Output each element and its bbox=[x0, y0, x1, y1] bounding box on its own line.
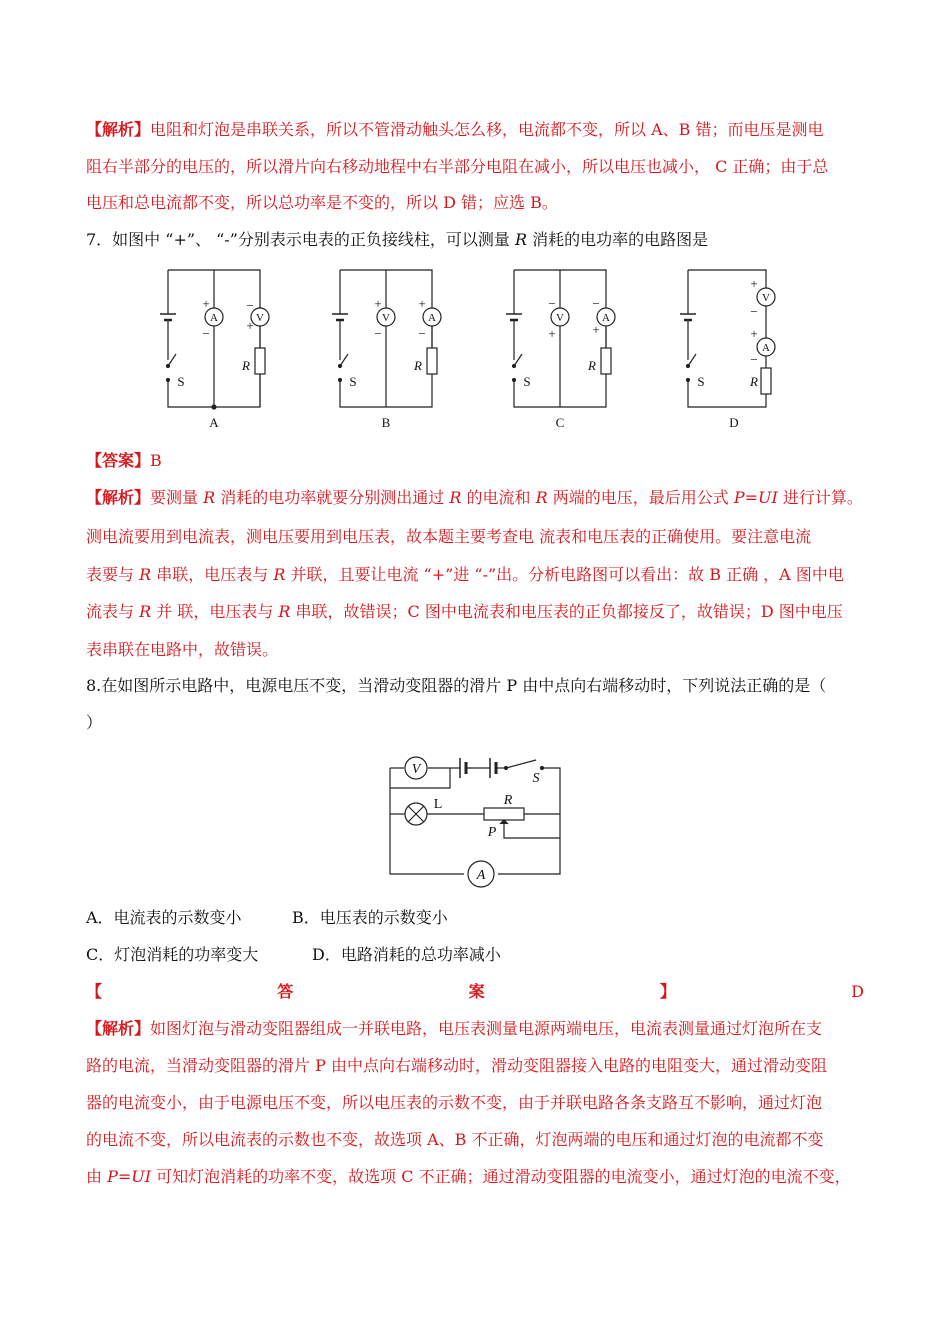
svg-text:−: − bbox=[202, 326, 210, 341]
svg-text:+: + bbox=[592, 322, 600, 337]
q7-answer: 【答案】B bbox=[86, 451, 162, 470]
q8-circuit-figure bbox=[386, 756, 566, 891]
q8-analysis-line-3: 器的电流变小，由于电源电压不变，所以电压表的示数不变，由于并联电路各条支路互不影响，通过灯泡 bbox=[86, 1093, 823, 1112]
option-d: D．电路消耗的总功率减小 bbox=[312, 945, 501, 964]
q8-analysis-line-2: 路的电流，当滑动变阻器的滑片 P 由中点向右端移动时，滑动变阻器接入电路的电阻变大，通过滑动变阻 bbox=[86, 1056, 827, 1075]
svg-text:R: R bbox=[414, 358, 422, 373]
q6-analysis-line-3: 电压和总电流都不变，所以总功率是不变的，所以 D 错；应选 B。 bbox=[86, 193, 558, 212]
q7-analysis-line-1: 【解析】要测量 R 消耗的电功率就要分别测出通过 R 的电流和 R 两端的电压，最后用公式 P=UI 进行计算。 bbox=[86, 488, 863, 507]
svg-text:−: − bbox=[374, 326, 382, 341]
q6-analysis-line-2: 阻右半部分的电压的，所以滑片向右移动地程中右半部分电阻在减小，所以电压也减小， C 正确；由于总 bbox=[86, 157, 829, 176]
svg-text:S: S bbox=[523, 374, 531, 389]
q8-stem-line-1: 8.在如图所示电路中，电源电压不变，当滑动变阻器的滑片 P 由中点向右端移动时，下列说法正确的是（ bbox=[86, 676, 827, 695]
svg-text:+: + bbox=[246, 318, 254, 333]
q8-analysis-line-5: 由 P=UI 可知灯泡消耗的功率不变，故选项 C 不正确；通过滑动变阻器的电流变小，通过灯泡的电流不变， bbox=[86, 1167, 851, 1186]
svg-text:R: R bbox=[750, 374, 758, 389]
ammeter-symbol: A bbox=[210, 312, 218, 324]
circuit-a bbox=[160, 270, 269, 409]
option-b: B．电压表的示数变小 bbox=[292, 908, 448, 927]
q8-options-row-1 bbox=[86, 908, 448, 928]
q7-analysis-line-4: 流表与 R 并 联，电压表与 R 串联，故错误；C 图中电流表和电压表的正负都接反了，故错误；D 图中电压 bbox=[86, 602, 843, 621]
option-c: C．灯泡消耗的功率变大 bbox=[86, 945, 259, 964]
q8-slider-label: P bbox=[487, 825, 497, 840]
circuit-label-c: C bbox=[555, 415, 565, 430]
svg-text:S: S bbox=[177, 374, 185, 389]
svg-text:+: + bbox=[374, 296, 382, 311]
circuit-label-d: D bbox=[729, 415, 739, 430]
q8-lamp-label: L bbox=[433, 797, 443, 812]
circuit-label-a: A bbox=[209, 415, 219, 430]
svg-text:+: + bbox=[750, 326, 758, 341]
svg-text:+: + bbox=[548, 326, 556, 341]
svg-text:V: V bbox=[556, 312, 564, 324]
q6-analysis-line-1: 【解析】电阻和灯泡是串联关系，所以不管滑动触头怎么移，电流都不变，所以 A、B 错；而电压是测电 bbox=[86, 120, 824, 139]
q8-analysis-line-1: 【解析】如图灯泡与滑动变阻器组成一并联电路，电压表测量电源两端电压，电流表测量通过灯泡所在支 bbox=[86, 1019, 823, 1038]
circuit-d bbox=[680, 270, 775, 407]
svg-text:A: A bbox=[602, 312, 610, 324]
circuit-label-b: B bbox=[381, 415, 391, 430]
q8-switch-label: S bbox=[532, 771, 540, 786]
q8-answer: 【 答 案 】 D bbox=[86, 982, 864, 1001]
svg-text:R: R bbox=[242, 358, 250, 373]
svg-text:S: S bbox=[697, 374, 705, 389]
circuit-c bbox=[506, 270, 615, 407]
q8-options-row-2 bbox=[86, 945, 501, 965]
svg-text:+: + bbox=[418, 296, 426, 311]
option-a: A．电流表的示数变小 bbox=[86, 908, 242, 927]
svg-text:−: − bbox=[548, 296, 556, 311]
svg-text:−: − bbox=[592, 296, 600, 311]
q7-circuit-figure bbox=[150, 262, 790, 437]
q8-rheostat-label: R bbox=[503, 793, 513, 808]
q8-stem-line-2: ） bbox=[86, 713, 103, 732]
svg-text:A: A bbox=[762, 342, 770, 354]
q8-ammeter-symbol: A bbox=[476, 868, 486, 883]
svg-text:+: + bbox=[202, 296, 210, 311]
q7-analysis-line-5: 表串联在电路中，故错误。 bbox=[86, 640, 279, 659]
svg-text:V: V bbox=[762, 292, 770, 304]
q7-stem: 7．如图中 “+”、 “-”分别表示电表的正负接线柱，可以测量 R 消耗的电功率的电路图是 bbox=[86, 230, 709, 249]
svg-text:S: S bbox=[349, 374, 357, 389]
svg-text:+: + bbox=[750, 276, 758, 291]
q8-analysis-line-4: 的电流不变，所以电流表的示数也不变，故选项 A、B 不正确，灯泡两端的电压和通过灯泡的电流都不变 bbox=[86, 1130, 824, 1149]
q7-analysis-line-2: 测电流要用到电流表，测电压要用到电压表，故本题主要考查电 流表和电压表的正确使用。要注意电流 bbox=[86, 527, 812, 546]
voltmeter-symbol: V bbox=[256, 312, 264, 324]
svg-text:−: − bbox=[750, 352, 758, 367]
analysis-tag: 【解析】 bbox=[86, 120, 151, 139]
svg-text:R: R bbox=[588, 358, 596, 373]
svg-text:A: A bbox=[428, 312, 436, 324]
q8-voltmeter-symbol: V bbox=[411, 762, 421, 777]
svg-text:−: − bbox=[418, 326, 426, 341]
q7-analysis-line-3: 表要与 R 串联，电压表与 R 并联，且要让电流 “+”进 “-”出。分析电路图可以看出：故 B 正确 ，A 图中电 bbox=[86, 565, 844, 584]
svg-text:−: − bbox=[246, 298, 254, 313]
svg-text:−: − bbox=[750, 304, 758, 319]
svg-text:V: V bbox=[382, 312, 390, 324]
